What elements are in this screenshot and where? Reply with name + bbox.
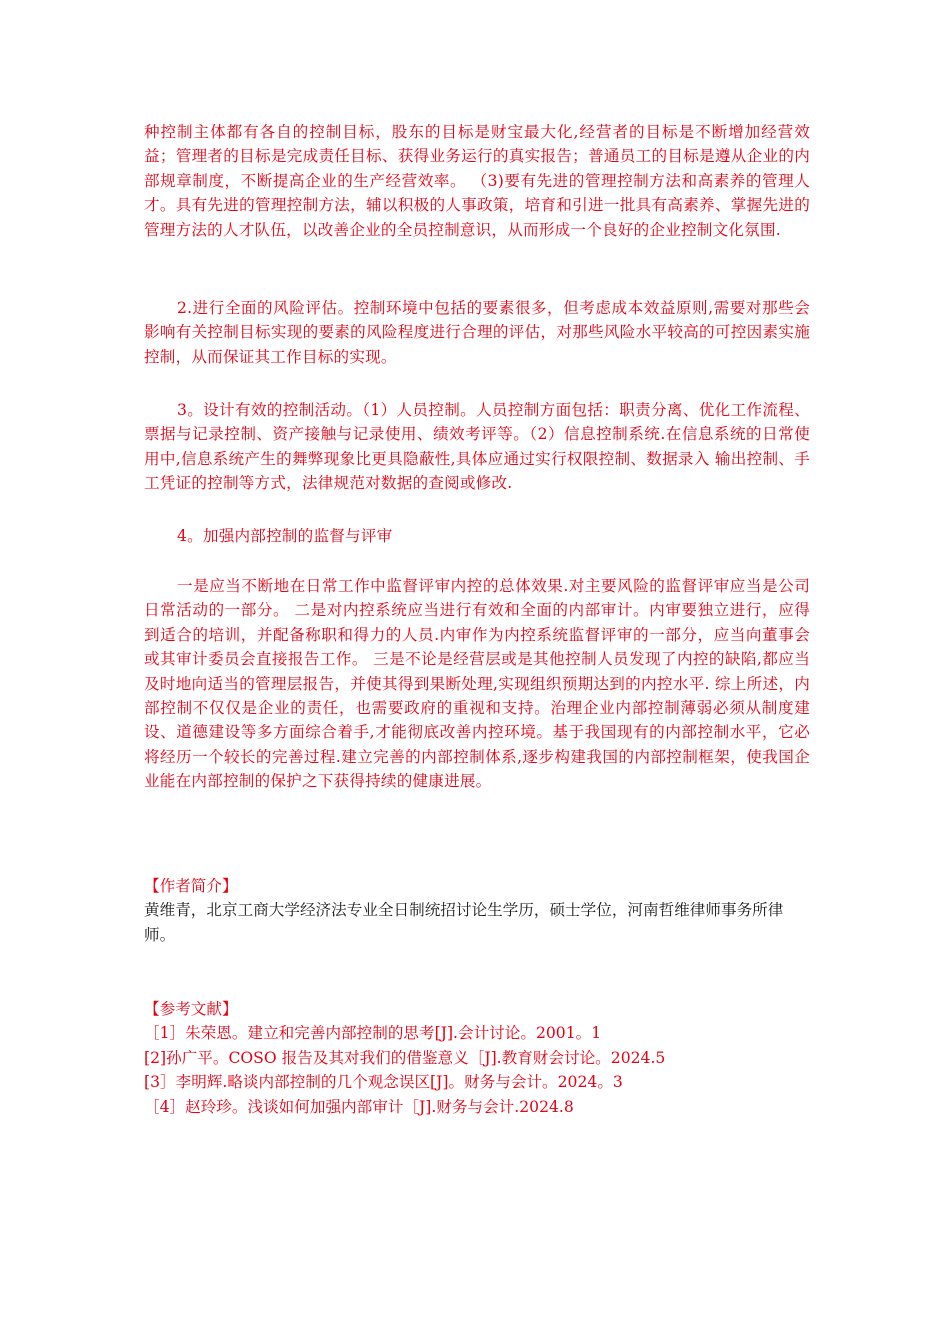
paragraph-monitoring-heading: 4。加强内部控制的监督与评审	[177, 527, 393, 545]
references-section	[144, 997, 810, 1119]
author-heading: 【作者简介】	[144, 877, 238, 895]
reference-item: ［4］赵玲珍。浅谈如何加强内部审计［J].财务与会计.2024.8	[144, 1097, 574, 1116]
paragraph-risk-assessment: 2.进行全面的风险评估。控制环境中包括的要素很多，但考虑成本效益原则,需要对那些会影响有关控制目标实现的要素的风险程度进行合理的评估，对那些风险水平较高的可控因素实施控制，从而保证其工作目标的实现。	[144, 299, 810, 366]
paragraph-control-activities: 3。设计有效的控制活动。（1）人员控制。人员控制方面包括：职责分离、优化工作流程、票据与记录控制、资产接触与记录使用、绩效考评等。（2）信息控制系统.在信息系统的日常使用中,信息系统产生的舞弊现象比更具隐蔽性,具体应通过实行权限控制、数据录入 输出控制、手工凭证的控制等方式，法律规范对数据的查阅或修改.	[144, 401, 810, 493]
author-bio: 黄维青，北京工商大学经济法专业全日制统招讨论生学历，硕士学位，河南哲维律师事务所律师。	[144, 901, 784, 944]
reference-item: [3］李明辉.略谈内部控制的几个观念误区[J]。财务与会计。2024。3	[144, 1073, 623, 1092]
paragraph-monitoring: 一是应当不断地在日常工作中监督评审内控的总体效果.对主要风险的监督评审应当是公司日常活动的一部分。 二是对内控系统应当进行有效和全面的内部审计。内审要独立进行，应得到适合的培训，并配备称职和得力的人员.内审作为内控系统监督评审的一部分，应当向董事会或其审计委员会直接报告工作。 三是不论是经营层或是其他控制人员发现了内控的缺陷,都应当及时地向适当的管理层报告，并使其得到果断处理,实现组织预期达到的内控水平. 综上所述，内部控制不仅仅是企业的责任，也需要政府的重视和支持。治理企业内部控制薄弱必须从制度建设、道德建设等多方面综合着手,才能彻底改善内控环境。基于我国现有的内部控制水平，它必将经历一个较长的完善过程.建立完善的内部控制体系,逐步构建我国的内部控制框架，使我国企业能在内部控制的保护之下获得持续的健康进展。	[144, 577, 810, 791]
reference-item: [2]孙广平。COSO 报告及其对我们的借鉴意义［J].教育财会讨论。2024.5	[144, 1048, 666, 1067]
body-section	[144, 120, 810, 242]
references-heading: 【参考文献】	[144, 1000, 238, 1018]
section-risk-assessment	[144, 296, 810, 369]
section-monitoring	[144, 574, 810, 794]
author-section	[144, 874, 810, 947]
paragraph-intro: 种控制主体都有各自的控制目标，股东的目标是财宝最大化,经营者的目标是不断增加经营效益；管理者的目标是完成责任目标、获得业务运行的真实报告；普通员工的目标是遵从企业的内部规章制度，不断提高企业的生产经营效率。 （3)要有先进的管理控制方法和高素养的管理人才。具有先进的管理控制方法，辅以积极的人事政策，培育和引进一批具有高素养、掌握先进的管理方法的人才队伍，以改善企业的全员控制意识，从而形成一个良好的企业控制文化氛围.	[144, 123, 810, 239]
section-control-activities	[144, 398, 810, 496]
reference-item: ［1］朱荣恩。建立和完善内部控制的思考[J].会计讨论。2001。1	[144, 1024, 602, 1043]
section-monitoring-heading	[144, 524, 810, 548]
